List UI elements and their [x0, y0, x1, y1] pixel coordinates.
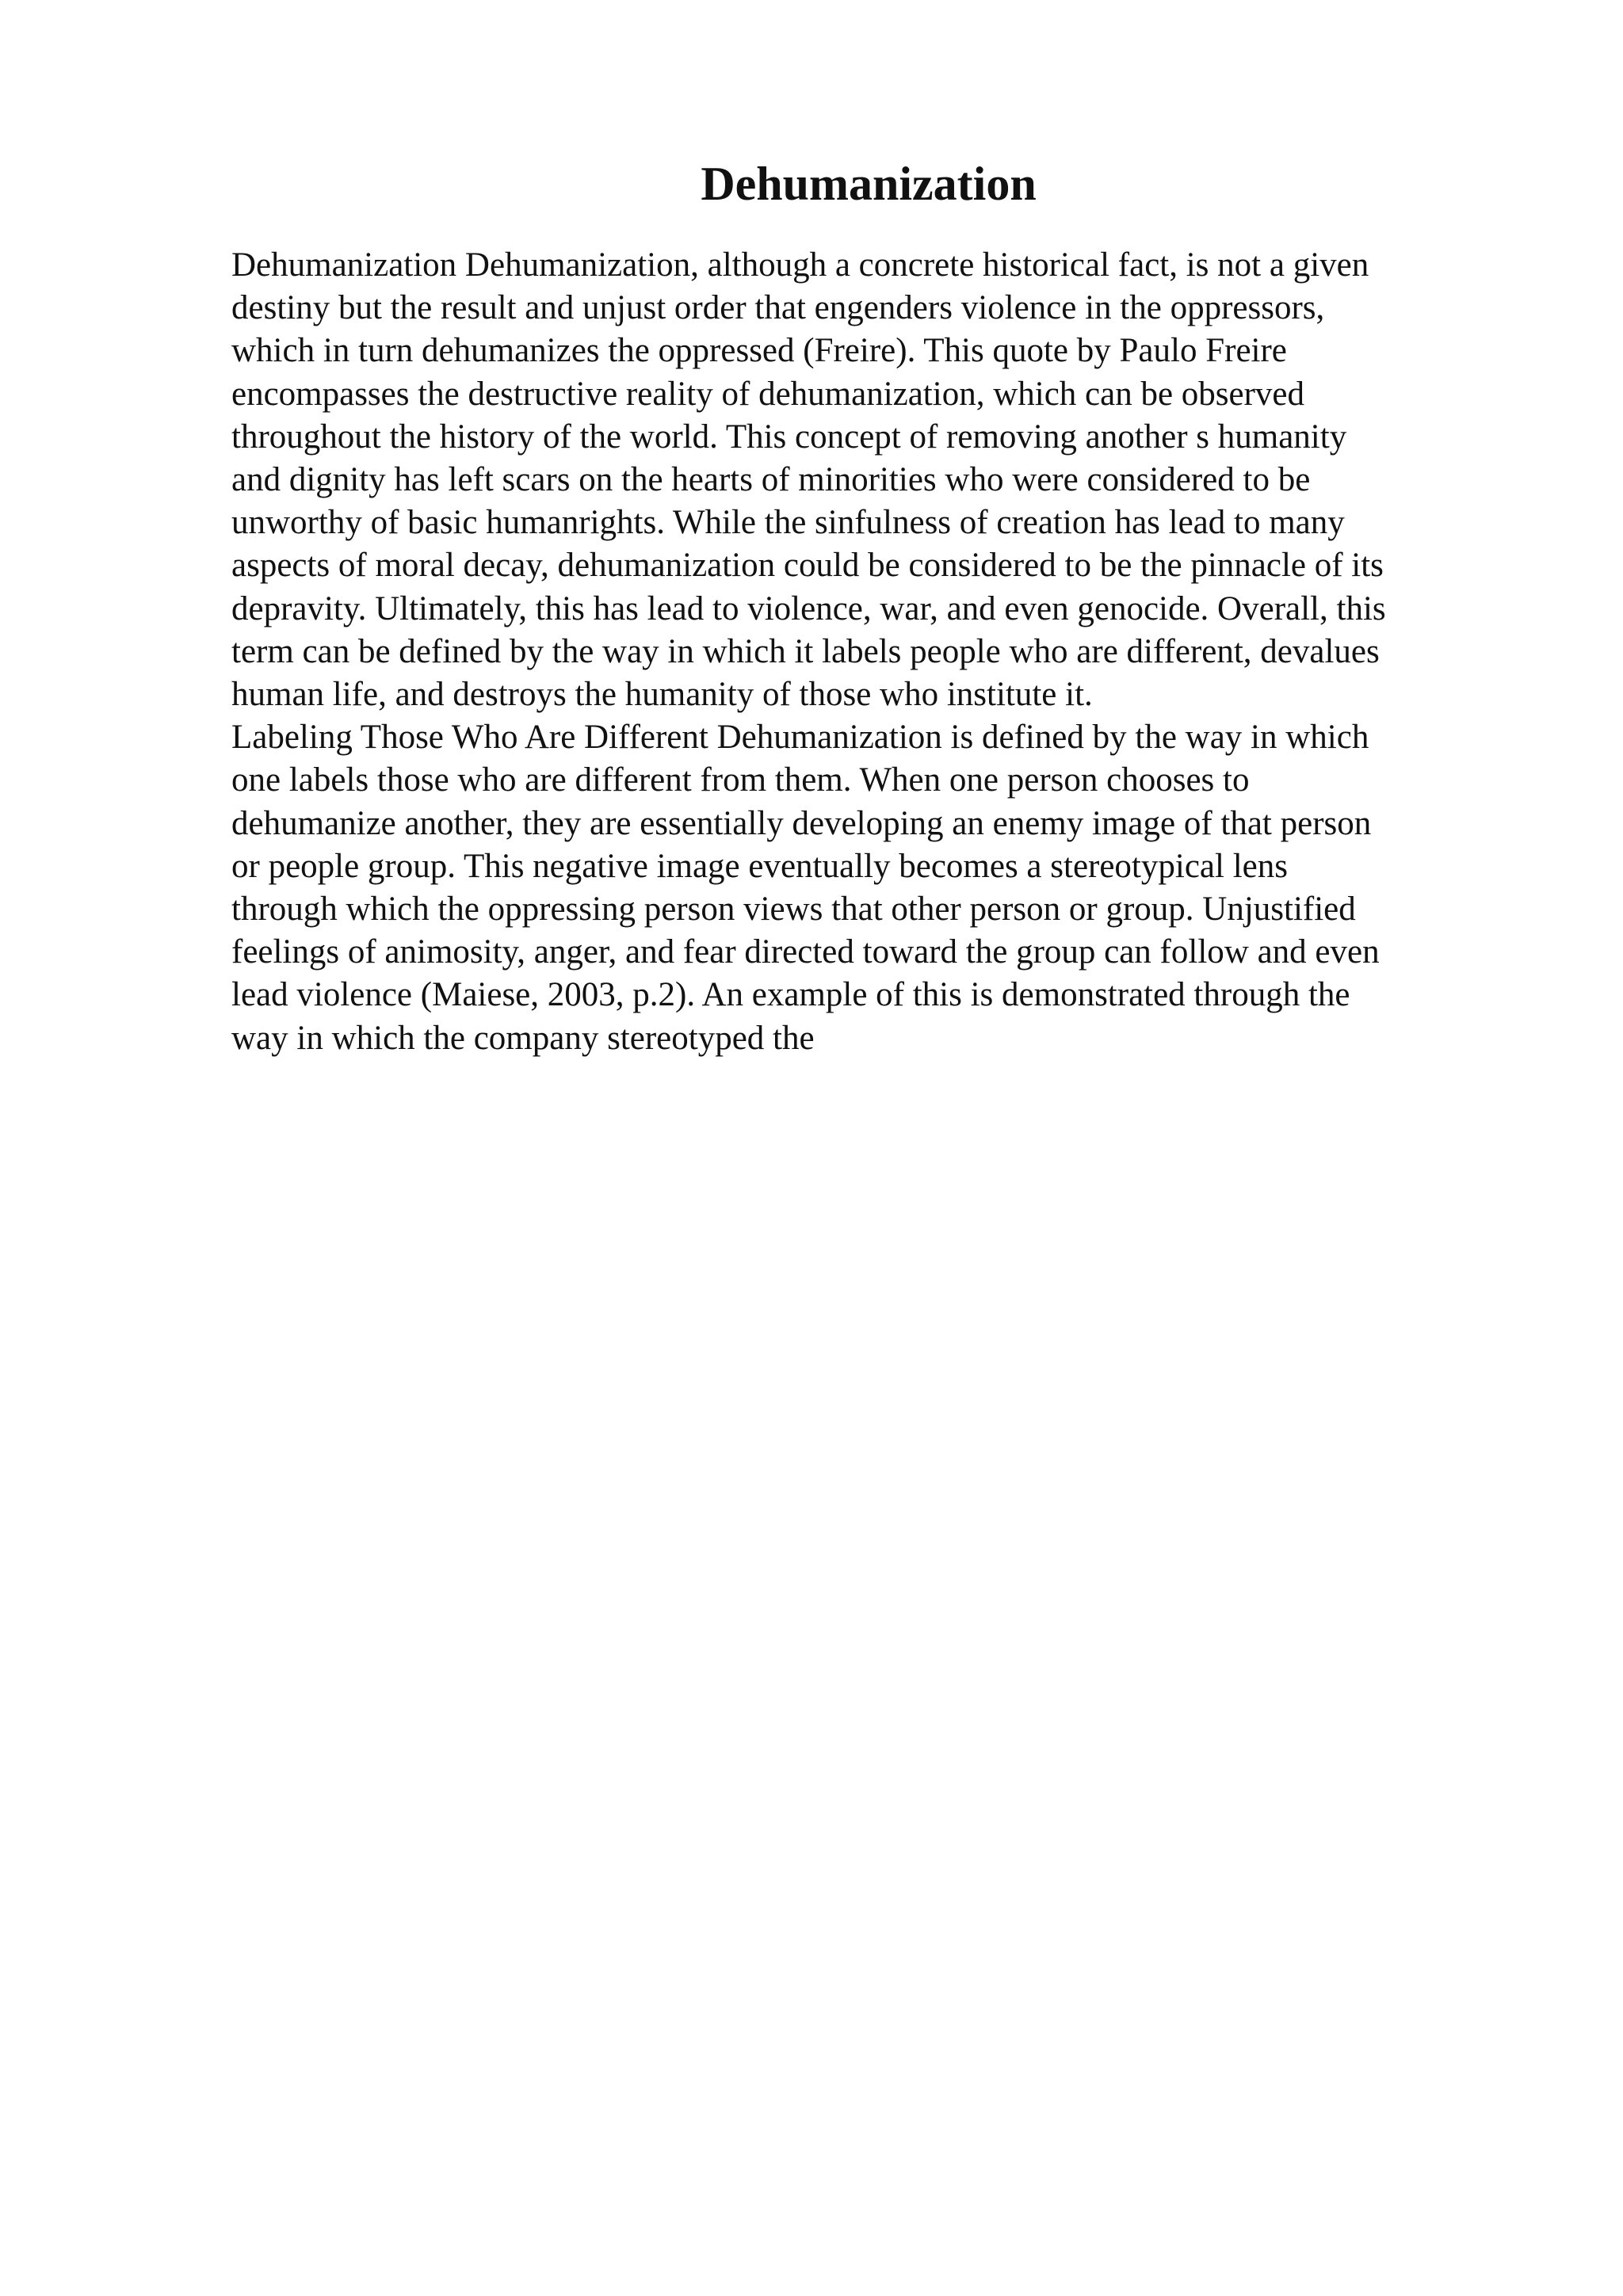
body-line: depravity. Ultimately, this has lead to violence, war, and even genocide. Overall, this: [231, 589, 1386, 627]
body-line: unworthy of basic humanrights. While the sinfulness of creation has lead to many: [231, 504, 1345, 542]
body-line: lead violence (Maiese, 2003, p.2). An example of this is demonstrated through the: [231, 976, 1350, 1014]
body-line: throughout the history of the world. This concept of removing another s humanity: [231, 418, 1347, 456]
body-line: Labeling Those Who Are Different Dehumanization is defined by the way in which: [231, 719, 1369, 757]
body-line: human life, and destroys the humanity of those who institute it.: [231, 676, 1093, 714]
body-line: and dignity has left scars on the hearts of minorities who were considered to be: [231, 461, 1311, 499]
body-line: aspects of moral decay, dehumanization could be considered to be the pinnacle of its: [231, 547, 1384, 585]
body-line: which in turn dehumanizes the oppressed (Freire). This quote by Paulo Freire: [231, 332, 1287, 370]
body-line: through which the oppressing person views that other person or group. Unjustified: [231, 891, 1356, 929]
body-line: dehumanize another, they are essentially developing an enemy image of that person: [231, 804, 1372, 842]
body-line: term can be defined by the way in which it labels people who are different, devalues: [231, 632, 1380, 670]
document-title: Dehumanization: [701, 158, 1037, 210]
body-line: encompasses the destructive reality of dehumanization, which can be observed: [231, 375, 1305, 413]
body-line: feelings of animosity, anger, and fear directed toward the group can follow and even: [231, 933, 1380, 971]
body-line: one labels those who are different from them. When one person chooses to: [231, 761, 1250, 799]
body-line: or people group. This negative image eventually becomes a stereotypical lens: [231, 847, 1288, 885]
body-line: destiny but the result and unjust order that engenders violence in the oppressors,: [231, 289, 1325, 327]
document-body: [231, 244, 1515, 1060]
body-line: way in which the company stereotyped the: [231, 1019, 815, 1057]
body-line: Dehumanization Dehumanization, although a concrete historical fact, is not a given: [231, 246, 1369, 284]
